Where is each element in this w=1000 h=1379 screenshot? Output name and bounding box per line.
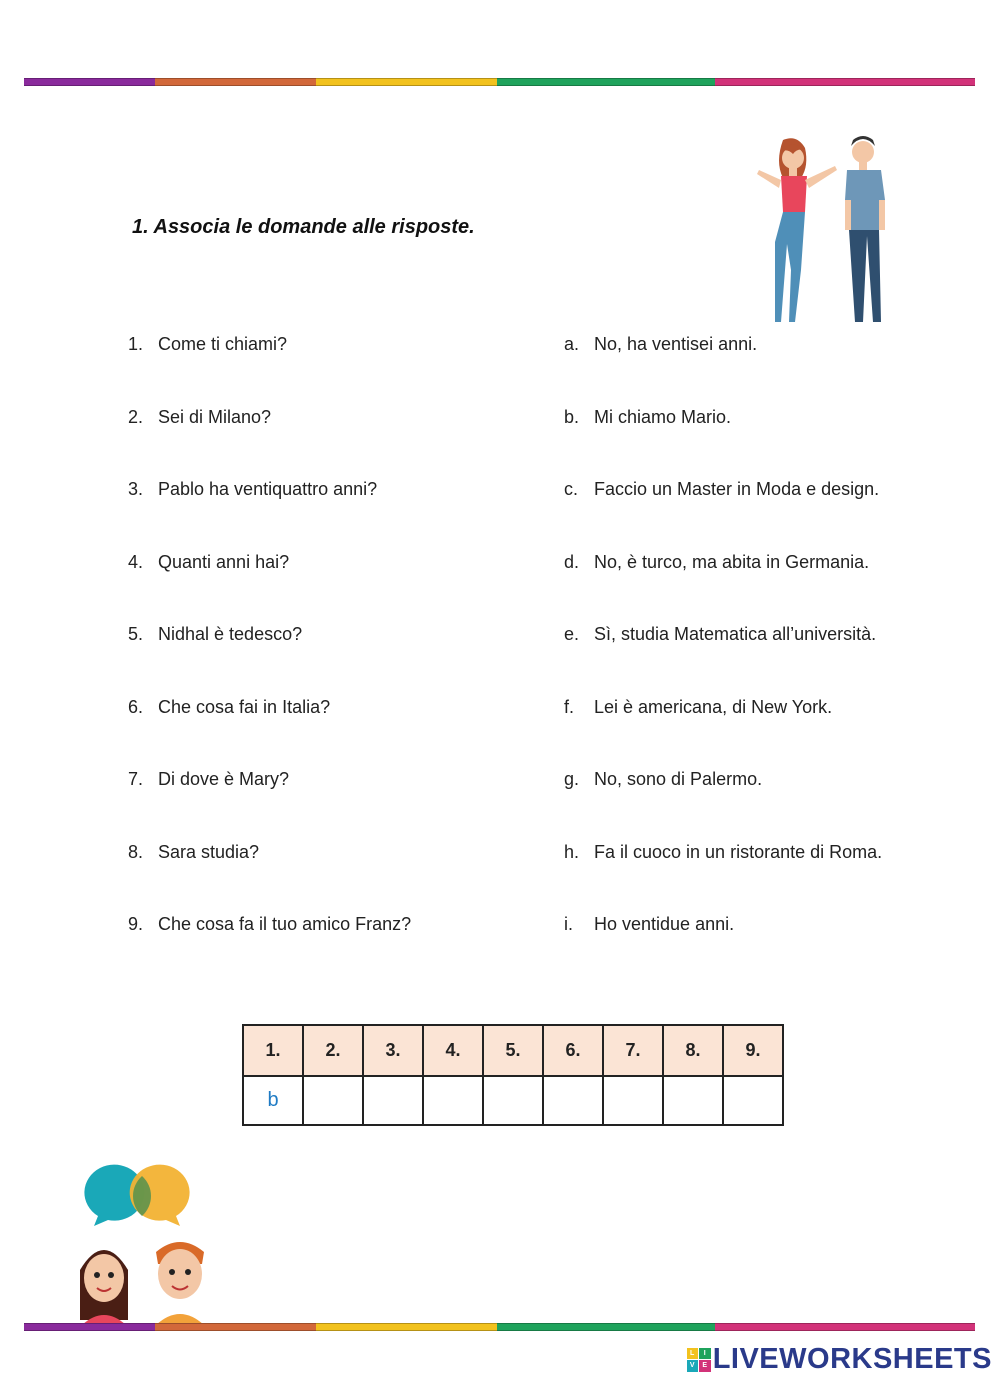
band-segment-purple [24, 78, 155, 86]
band-segment-pink [715, 1323, 975, 1331]
question-number: 8. [128, 841, 144, 862]
answer-input-8[interactable] [663, 1076, 723, 1125]
answer-item [564, 912, 882, 985]
header-cell-5: 5. [483, 1025, 543, 1076]
answer-letter: b. [564, 406, 580, 427]
question-number: 6. [128, 696, 144, 717]
answer-letter: g. [564, 769, 580, 789]
answer-text: Ho ventidue anni. [594, 914, 735, 934]
answer-input-1[interactable]: b [243, 1076, 303, 1125]
answer-letter: a. [564, 334, 580, 354]
band-segment-purple [24, 1323, 155, 1331]
answer-text: No, ha ventisei anni. [594, 334, 758, 354]
question-item [128, 332, 411, 405]
answer-item [564, 405, 882, 478]
answer-grid-input-row [243, 1076, 783, 1125]
question-number: 3. [128, 479, 144, 499]
answer-letter: e. [564, 624, 580, 644]
header-cell-3: 3. [363, 1025, 423, 1076]
answer-input-4[interactable] [423, 1076, 483, 1125]
answer-text: Lei è americana, di New York. [594, 696, 833, 717]
answer-item [564, 840, 882, 913]
band-segment-yellow [316, 78, 497, 86]
band-segment-orange [155, 1323, 316, 1331]
question-number: 7. [128, 769, 144, 789]
question-text: Pablo ha ventiquattro anni? [158, 479, 378, 499]
question-number: 9. [128, 914, 144, 934]
header-cell-7: 7. [603, 1025, 663, 1076]
band-segment-green [497, 1323, 715, 1331]
question-item [128, 695, 411, 768]
answer-item [564, 695, 882, 768]
question-text: Come ti chiami? [158, 334, 288, 354]
answer-letter: i. [564, 914, 573, 934]
question-number: 4. [128, 551, 144, 572]
answers-list [564, 332, 882, 985]
question-text: Sara studia? [158, 841, 260, 862]
header-cell-1: 1. [243, 1025, 303, 1076]
liveworksheets-brand[interactable] [687, 1343, 992, 1376]
answer-input-2[interactable] [303, 1076, 363, 1125]
exercise-title: 1. Associa le domande alle risposte. [132, 216, 475, 238]
header-cell-4: 4. [423, 1025, 483, 1076]
answer-text: Fa il cuoco in un ristorante di Roma. [594, 841, 883, 862]
answer-input-9[interactable] [723, 1076, 783, 1125]
answer-item [564, 477, 882, 550]
question-text: Nidhal è tedesco? [158, 624, 303, 644]
answer-text: No, è turco, ma abita in Germania. [594, 551, 870, 572]
answer-letter: d. [564, 551, 580, 572]
answer-letter: f. [564, 696, 575, 717]
question-text: Di dove è Mary? [158, 769, 290, 789]
logo-tile: E [699, 1360, 711, 1372]
brand-name: LIVEWORKSHEETS [712, 1343, 992, 1375]
header-cell-9: 9. [723, 1025, 783, 1076]
answer-input-3[interactable] [363, 1076, 423, 1125]
answer-item [564, 767, 882, 840]
kids-speech-bubbles-illustration [70, 1160, 230, 1325]
answer-input-6[interactable] [543, 1076, 603, 1125]
question-item [128, 550, 411, 623]
answer-input-5[interactable] [483, 1076, 543, 1125]
question-text: Che cosa fai in Italia? [158, 696, 331, 717]
answer-item [564, 622, 882, 695]
question-item [128, 767, 411, 840]
question-item [128, 622, 411, 695]
couple-talking-illustration [745, 130, 905, 330]
answer-letter: c. [564, 479, 579, 499]
top-color-band [24, 78, 975, 86]
answer-grid [242, 1024, 784, 1126]
questions-list [128, 332, 411, 985]
header-cell-6: 6. [543, 1025, 603, 1076]
answer-input-7[interactable] [603, 1076, 663, 1125]
answer-text: Faccio un Master in Moda e design. [594, 479, 880, 499]
liveworksheets-logo-icon [687, 1348, 711, 1372]
band-segment-yellow [316, 1323, 497, 1331]
logo-tile: I [699, 1348, 711, 1360]
question-item [128, 912, 411, 985]
question-item [128, 840, 411, 913]
answer-text: Mi chiamo Mario. [594, 406, 732, 427]
answer-letter: h. [564, 841, 580, 862]
answer-item [564, 332, 882, 405]
header-cell-8: 8. [663, 1025, 723, 1076]
bottom-color-band [24, 1323, 975, 1331]
band-segment-orange [155, 78, 316, 86]
answer-grid-header-row [243, 1025, 783, 1076]
header-cell-2: 2. [303, 1025, 363, 1076]
answer-item [564, 550, 882, 623]
logo-tile: L [687, 1348, 699, 1360]
logo-tile: V [687, 1360, 699, 1372]
question-text: Che cosa fa il tuo amico Franz? [158, 914, 412, 934]
question-text: Sei di Milano? [158, 406, 272, 427]
question-text: Quanti anni hai? [158, 551, 290, 572]
band-segment-green [497, 78, 715, 86]
question-number: 1. [128, 334, 144, 354]
answer-text: Sì, studia Matematica all’università. [594, 624, 877, 644]
question-item [128, 405, 411, 478]
question-item [128, 477, 411, 550]
question-number: 5. [128, 624, 144, 644]
answer-text: No, sono di Palermo. [594, 769, 763, 789]
band-segment-pink [715, 78, 975, 86]
question-number: 2. [128, 406, 144, 427]
